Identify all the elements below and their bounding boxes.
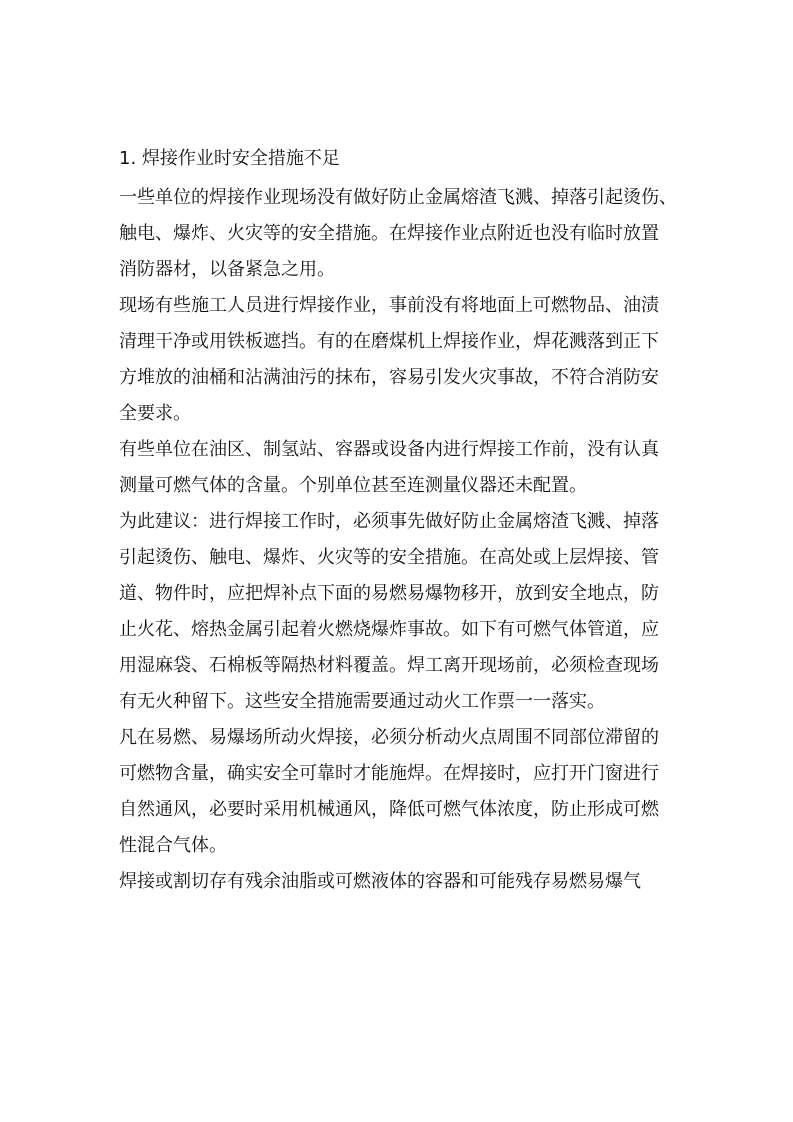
- paragraph-line: 测量可燃气体的含量。个别单位甚至连测量仪器还未配置。: [119, 475, 587, 496]
- paragraph-line: 自然通风，必要时采用机械通风，降低可燃气体浓度，防止形成可燃: [119, 799, 659, 820]
- paragraph-line: 引起烫伤、触电、爆炸、火灾等的安全措施。在高处或上层焊接、管: [119, 547, 659, 568]
- paragraph-line: 可燃物含量，确实安全可靠时才能施焊。在焊接时，应打开门窗进行: [119, 763, 659, 784]
- paragraph-line: 凡在易燃、易爆场所动火焊接，必须分析动火点周围不同部位滞留的: [119, 727, 659, 748]
- paragraph-5: [119, 720, 679, 864]
- paragraph-6: [119, 864, 679, 900]
- section-heading: 1. 焊接作业时安全措施不足: [119, 148, 340, 169]
- paragraph-line: 清理干净或用铁板遮挡。有的在磨煤机上焊接作业，焊花溅落到正下: [119, 331, 659, 352]
- document-body: [119, 144, 679, 900]
- paragraph-line: 焊接或割切存有残余油脂或可燃液体的容器和可能残存易燃易爆气: [119, 871, 641, 892]
- paragraph-line: 一些单位的焊接作业现场没有做好防止金属熔渣飞溅、掉落引起烫伤、: [119, 187, 677, 208]
- paragraph-line: 道、物件时，应把焊补点下面的易燃易爆物移开，放到安全地点，防: [119, 583, 659, 604]
- paragraph-line: 用湿麻袋、石棉板等隔热材料覆盖。焊工离开现场前，必须检查现场: [119, 655, 659, 676]
- paragraph-1: [119, 180, 679, 288]
- paragraph-line: 有无火种留下。这些安全措施需要通过动火工作票一一落实。: [119, 691, 605, 712]
- paragraph-line: 消防器材，以备紧急之用。: [119, 259, 335, 280]
- paragraph-line: 性混合气体。: [119, 835, 227, 856]
- paragraph-line: 触电、爆炸、火灾等的安全措施。在焊接作业点附近也没有临时放置: [119, 223, 659, 244]
- paragraph-3: [119, 432, 679, 504]
- paragraph-line: 止火花、熔热金属引起着火燃烧爆炸事故。如下有可燃气体管道，应: [119, 619, 659, 640]
- paragraph-2: [119, 288, 679, 432]
- paragraph-line: 为此建议：进行焊接工作时，必须事先做好防止金属熔渣飞溅、掉落: [119, 511, 659, 532]
- paragraph-line: 全要求。: [119, 403, 191, 424]
- paragraph-line: 现场有些施工人员进行焊接作业，事前没有将地面上可燃物品、油渍: [119, 295, 659, 316]
- paragraph-line: 有些单位在油区、制氢站、容器或设备内进行焊接工作前，没有认真: [119, 439, 659, 460]
- paragraph-4: [119, 504, 679, 720]
- paragraph-line: 方堆放的油桶和沾满油污的抹布，容易引发火灾事故，不符合消防安: [119, 367, 659, 388]
